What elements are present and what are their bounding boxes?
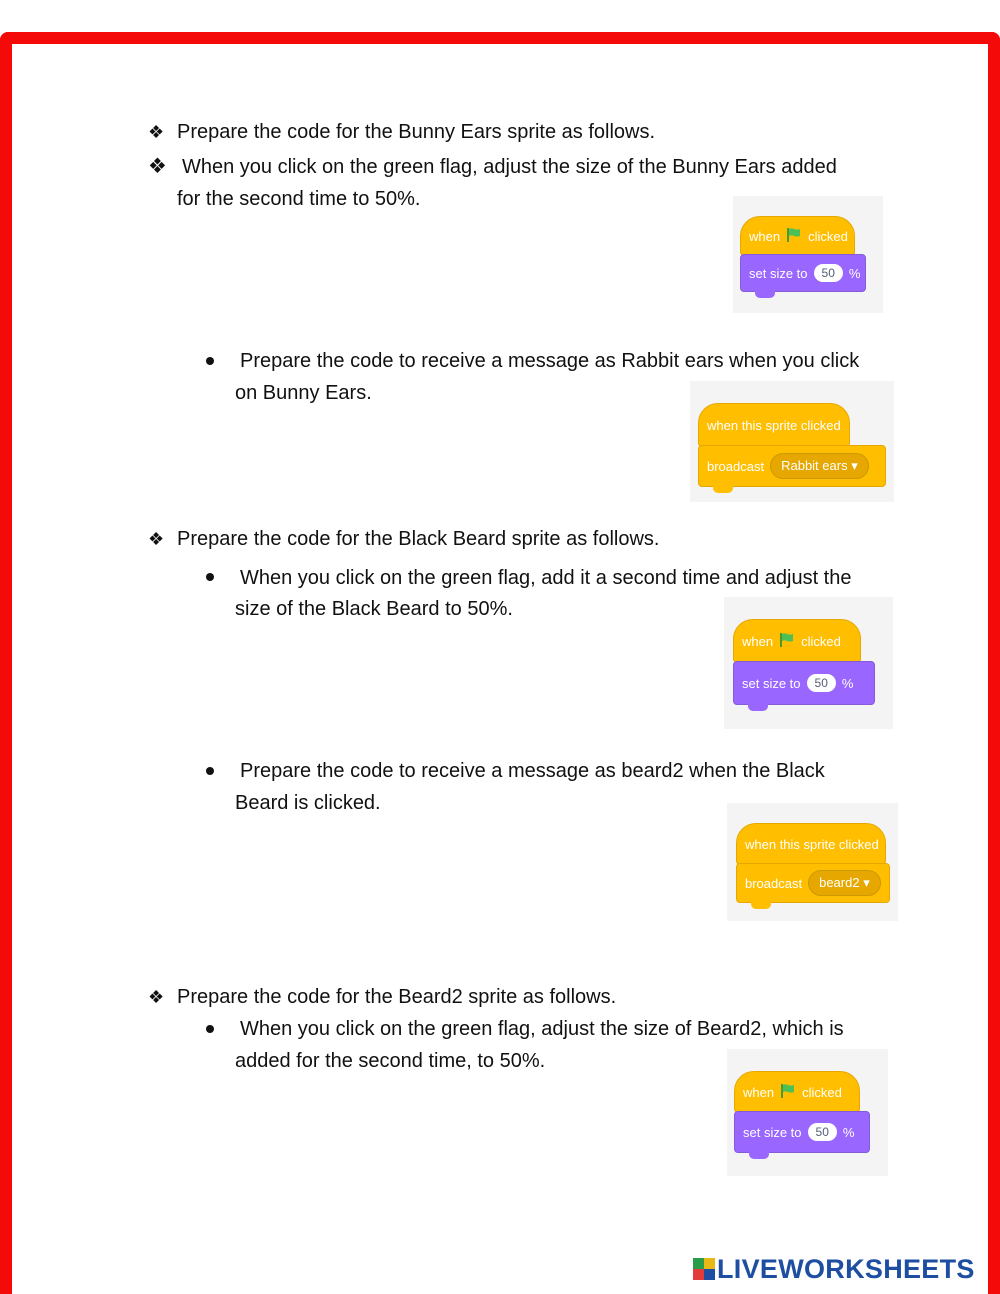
block-label: when bbox=[749, 228, 781, 244]
when-flag-clicked-block bbox=[734, 1071, 860, 1113]
set-size-block bbox=[734, 1111, 870, 1153]
message-dropdown bbox=[770, 453, 869, 479]
block-label: when bbox=[743, 1084, 775, 1100]
instruction-text: When you click on the green flag, add it a second time and adjust the bbox=[240, 567, 852, 589]
green-flag-icon bbox=[780, 1083, 796, 1102]
size-value-input: 50 bbox=[814, 264, 843, 282]
block-label: set size to bbox=[743, 1124, 802, 1140]
instruction-text: size of the Black Beard to 50%. bbox=[235, 598, 513, 620]
instruction-text: for the second time to 50%. bbox=[177, 188, 421, 210]
scratch-code-image bbox=[724, 597, 893, 729]
block-label: set size to bbox=[749, 265, 808, 281]
instruction-text: When you click on the green flag, adjust the size of Beard2, which is bbox=[240, 1018, 844, 1040]
round-bullet-icon bbox=[206, 767, 214, 775]
block-notch bbox=[755, 290, 775, 298]
instruction-text: Beard is clicked. bbox=[235, 792, 381, 814]
block-label: clicked bbox=[802, 1084, 842, 1100]
liveworksheets-logo bbox=[693, 1254, 975, 1284]
instruction-text: Prepare the code to receive a message as Rabbit ears when you click bbox=[240, 350, 860, 372]
block-notch bbox=[751, 901, 771, 909]
size-value-input: 50 bbox=[808, 1123, 837, 1141]
instruction-text: Prepare the code for the Bunny Ears sprite as follows. bbox=[177, 121, 656, 143]
when-sprite-clicked-block bbox=[736, 823, 886, 865]
scratch-code-image bbox=[690, 381, 894, 502]
scratch-code-image bbox=[727, 1049, 888, 1176]
round-bullet-icon bbox=[206, 1025, 214, 1033]
instruction-text: Prepare the code for the Beard2 sprite as follows. bbox=[177, 986, 617, 1008]
when-flag-clicked-block bbox=[740, 216, 855, 256]
broadcast-block bbox=[698, 445, 886, 487]
dropdown-arrow-icon: ▾ bbox=[851, 458, 858, 473]
instruction-text: Prepare the code to receive a message as beard2 when the Black bbox=[240, 760, 825, 782]
round-bullet-icon bbox=[206, 357, 214, 365]
instruction-text: When you click on the green flag, adjust the size of the Bunny Ears added bbox=[182, 156, 837, 178]
block-label: when this sprite clicked bbox=[745, 836, 879, 852]
message-dropdown bbox=[808, 870, 881, 896]
block-label: when this sprite clicked bbox=[707, 417, 841, 433]
round-bullet-icon bbox=[206, 573, 214, 581]
set-size-block bbox=[733, 661, 875, 705]
block-label: % bbox=[842, 1124, 855, 1140]
instruction-text: on Bunny Ears. bbox=[235, 382, 372, 404]
block-label: set size to bbox=[742, 675, 801, 691]
block-label: broadcast bbox=[707, 458, 765, 474]
when-flag-clicked-block bbox=[733, 619, 861, 663]
set-size-block bbox=[740, 254, 866, 292]
diamond-bullet-icon: ❖ bbox=[148, 529, 165, 549]
green-flag-icon bbox=[786, 227, 802, 246]
when-sprite-clicked-block bbox=[698, 403, 850, 447]
block-notch bbox=[749, 1151, 769, 1159]
dropdown-arrow-icon: ▾ bbox=[863, 875, 870, 890]
scratch-code-image bbox=[733, 196, 883, 313]
message-name: beard2 bbox=[819, 875, 860, 890]
diamond-bullet-icon: ❖ bbox=[148, 987, 165, 1007]
broadcast-block bbox=[736, 863, 890, 903]
block-label: % bbox=[841, 675, 854, 691]
block-notch bbox=[713, 485, 733, 493]
block-label: clicked bbox=[801, 633, 841, 649]
block-label: broadcast bbox=[745, 875, 803, 891]
liveworksheets-logo-icon bbox=[693, 1258, 715, 1280]
diamond-bullet-icon: ❖ bbox=[148, 122, 165, 142]
size-value-input: 50 bbox=[807, 674, 836, 692]
block-label: clicked bbox=[808, 228, 848, 244]
instruction-text: Prepare the code for the Black Beard sprite as follows. bbox=[177, 528, 660, 550]
message-name: Rabbit ears bbox=[781, 458, 848, 473]
block-label: % bbox=[848, 265, 861, 281]
diamond-bullet-icon: ❖ bbox=[148, 155, 167, 178]
instruction-text: added for the second time, to 50%. bbox=[235, 1050, 546, 1072]
block-label: when bbox=[742, 633, 774, 649]
green-flag-icon bbox=[779, 632, 795, 651]
scratch-code-image bbox=[727, 803, 898, 921]
block-notch bbox=[748, 703, 768, 711]
logo-text: LIVEWORKSHEETS bbox=[717, 1253, 975, 1284]
